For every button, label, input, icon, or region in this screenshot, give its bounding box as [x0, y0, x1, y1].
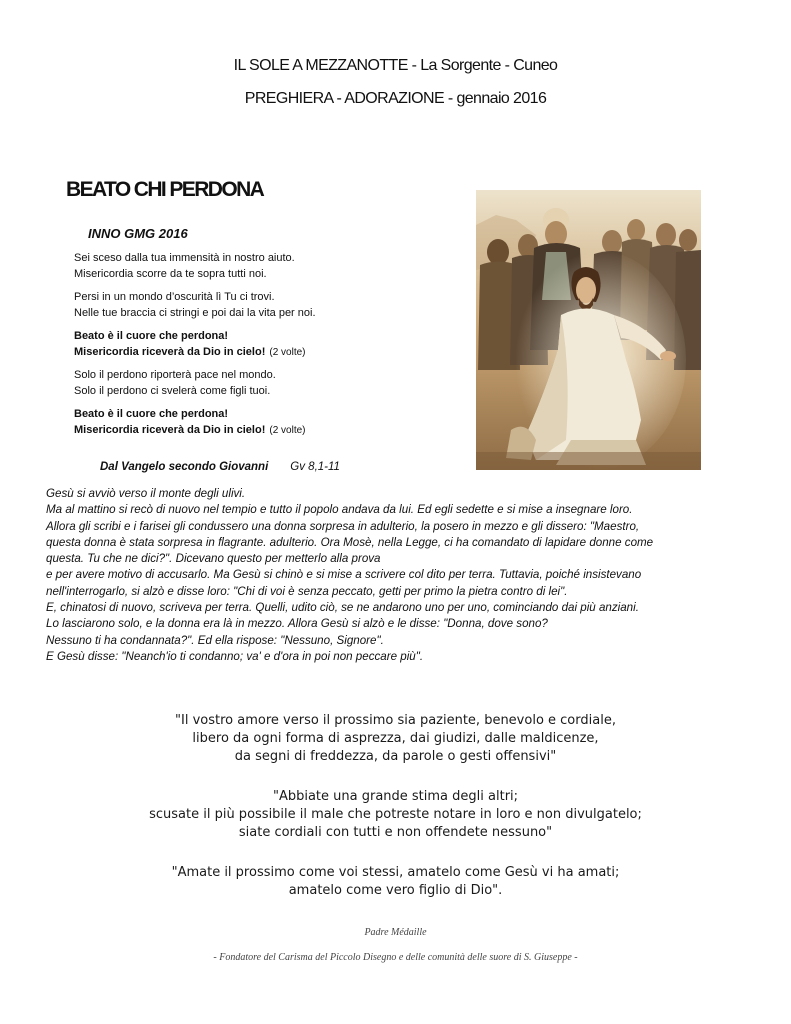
quote-2	[0, 788, 791, 842]
gospel-line: e per avere motivo di accusarlo. Ma Gesù si chinò e si mise a scrivere col dito per terra. Tuttavia, poiché insistevano	[46, 568, 642, 582]
gospel-heading	[100, 461, 340, 473]
quote-line: da segni di freddezza, da parole o gesti offensivi"	[234, 749, 557, 764]
hymn-line: Misericordia riceverà da Dio in cielo!	[74, 423, 266, 436]
gospel-line: Lo lasciarono solo, e la donna era là in mezzo. Allora Gesù si alzò e le disse: "Donna, dove sono?	[46, 617, 548, 631]
hymn-refrain-2	[74, 407, 464, 438]
header-line-2: PREGHIERA - ADORAZIONE - gennaio 2016	[244, 90, 547, 107]
gospel-line: Allora gli scribi e i farisei gli condussero una donna sorpresa in adulterio, la posero in mezzo e gli dissero: "Maestro,	[46, 519, 640, 533]
hymn-line: Sei sceso dalla tua immensità in nostro aiuto.	[74, 252, 295, 264]
jesus-with-crowd-painting	[476, 190, 701, 470]
gospel-title: Dal Vangelo secondo Giovanni	[100, 461, 269, 473]
hymn-line: Solo il perdono ci svelerà come figli tuoi.	[74, 384, 271, 397]
hymn-stanza-2	[74, 290, 464, 321]
repeat-note: (2 volte)	[269, 424, 306, 436]
hymn-refrain-1	[74, 329, 464, 360]
hymn-line: Solo il perdono riporterà pace nel mondo.	[74, 369, 276, 381]
quote-line: siate cordiali con tutti e non offendete nessuno"	[238, 825, 553, 840]
header-line-1: IL SOLE A MEZZANOTTE - La Sorgente - Cuneo	[233, 57, 558, 74]
hymn-title: INNO GMG 2016	[88, 226, 188, 241]
repeat-note: (2 volte)	[269, 346, 306, 358]
page-title: BEATO CHI PERDONA	[66, 178, 264, 201]
gospel-reference: Gv 8,1-11	[290, 461, 340, 473]
hymn-stanza-3	[74, 368, 464, 399]
hymn-line: Persi in un mondo d’oscurità lì Tu ci trovi.	[74, 291, 275, 303]
gospel-line: E Gesù disse: "Neanch'io ti condanno; va' e d'ora in poi non peccare più".	[46, 649, 424, 663]
hymn-stanza-1	[74, 251, 464, 282]
gospel-line: questa. Tu che ne dici?". Dicevano questo per metterlo alla prova	[46, 552, 381, 566]
gospel-line: nell'interrogarlo, si alzò e disse loro: "Chi di voi è senza peccato, getti per primo la pietra contro di lei".	[46, 584, 568, 598]
hymn-line: Beato è il cuore che perdona!	[74, 408, 229, 420]
gospel-text	[46, 486, 746, 665]
gospel-line: questa donna è stata sorpresa in flagrante. adulterio. Ora Mosè, nella Legge, ci ha comandato di lapidare donne come	[46, 535, 654, 549]
gospel-line: E, chinatosi di nuovo, scriveva per terra. Quelli, udito ciò, se ne andarono uno per uno, cominciando dai più anziani.	[46, 601, 639, 615]
quotes-block	[0, 712, 791, 922]
hymn-text	[74, 251, 464, 446]
quote-line: libero da ogni forma di asprezza, dai giudizi, dalle maldicenze,	[192, 731, 599, 746]
gospel-line: Gesù si avviò verso il monte degli ulivi.	[46, 487, 246, 500]
quote-1	[0, 712, 791, 766]
quote-line: scusate il più possibile il male che potreste notare in loro e non divulgatelo;	[149, 807, 642, 822]
hymn-line: Misericordia scorre da te sopra tutti noi.	[74, 267, 267, 280]
quote-author: Padre Médaille	[364, 927, 427, 938]
hymn-line: Misericordia riceverà da Dio in cielo!	[74, 345, 266, 358]
gospel-line: Ma al mattino si recò di nuovo nel tempio e tutto il popolo andava da lui. Ed egli sedette e si mise a insegnare loro.	[46, 503, 633, 517]
gospel-line: Nessuno ti ha condannata?". Ed ella rispose: "Nessuno, Signore".	[46, 633, 384, 647]
hymn-line: Nelle tue braccia ci stringi e poi dai la vita per noi.	[74, 306, 316, 319]
quote-3	[0, 864, 791, 900]
quote-line: "Abbiate una grande stima degli altri;	[272, 789, 519, 804]
hymn-line: Beato è il cuore che perdona!	[74, 330, 229, 342]
author-description: - Fondatore del Carisma del Piccolo Disegno e delle comunità delle suore di S. Giuseppe -	[213, 952, 578, 963]
quote-line: "Il vostro amore verso il prossimo sia paziente, benevolo e cordiale,	[175, 713, 616, 728]
quote-line: amatelo come vero figlio di Dio".	[288, 883, 503, 898]
quote-line: "Amate il prossimo come voi stessi, amatelo come Gesù vi ha amati;	[171, 865, 620, 880]
